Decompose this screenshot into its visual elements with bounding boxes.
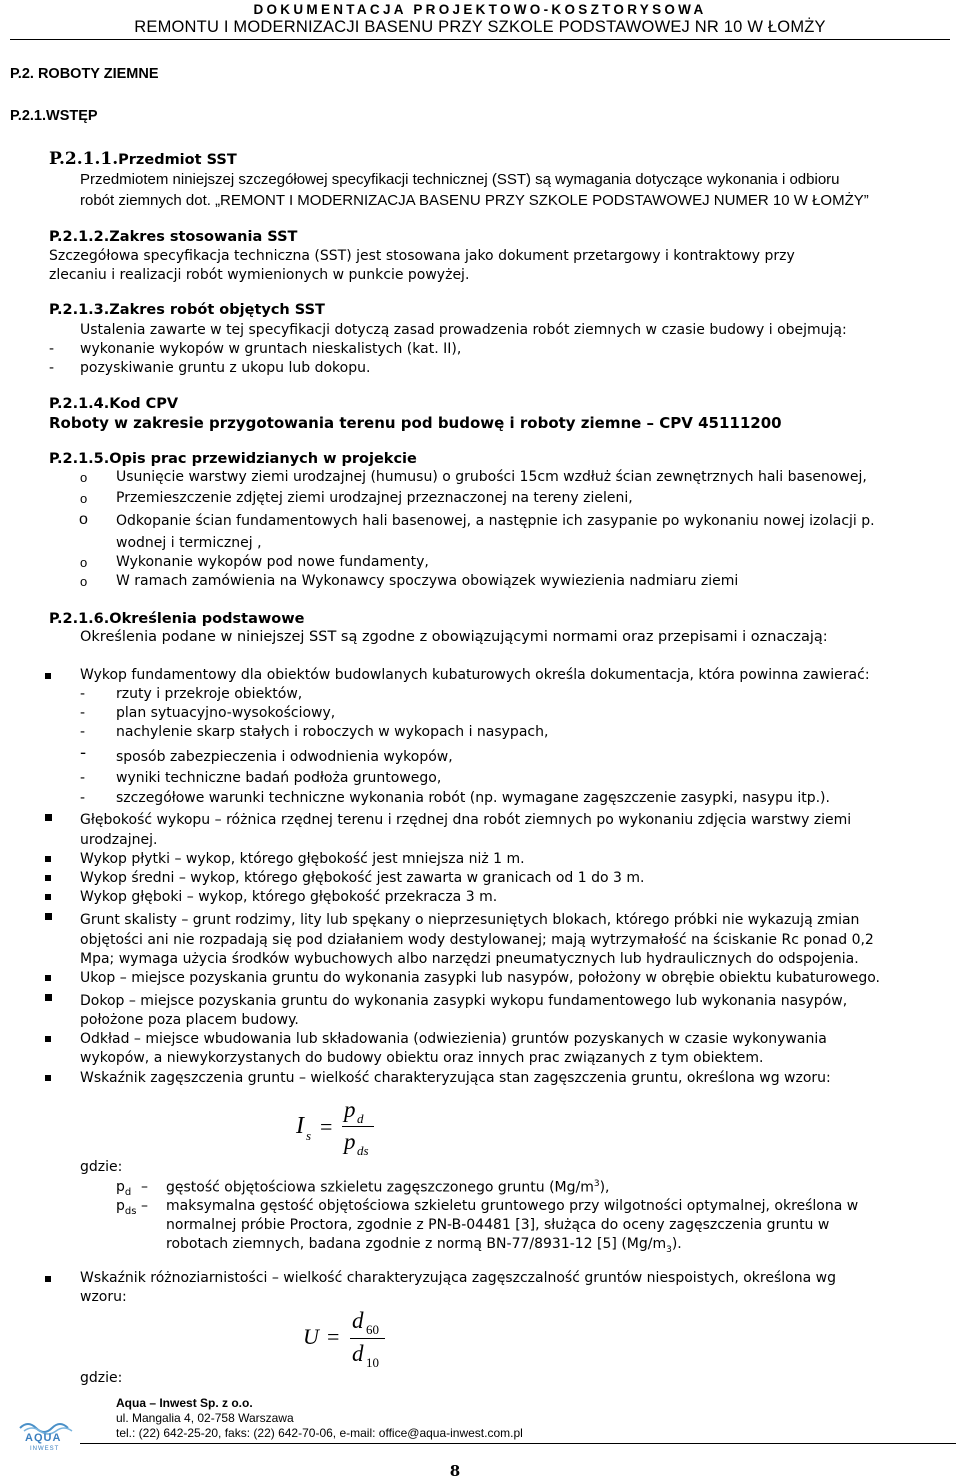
formula-lhs: I [296, 1113, 304, 1139]
square-bullet-icon [45, 1036, 51, 1042]
heading-number: P.2.1.1. [49, 149, 119, 169]
section-heading-roboty-ziemne: P.2. ROBOTY ZIEMNE [10, 66, 159, 82]
formula-equals: = [327, 1324, 340, 1349]
circle-bullet-icon: o [79, 511, 88, 528]
circle-bullet-icon: o [80, 470, 88, 485]
formula-fraction-bar [350, 1338, 385, 1339]
zakres-robot-intro: Ustalenia zawarte w tej specyfikacji dotyczą zasad prowadzenia robót ziemnych w czasie budowy i obejmują: [80, 322, 847, 338]
circle-bullet-icon: o [80, 555, 88, 570]
list-item: Przemieszczenie zdjętej ziemi urodzajnej przeznaczonej na tereny zieleni, [116, 490, 633, 506]
dash-marker: - [80, 705, 86, 721]
square-bullet-icon [45, 1075, 51, 1081]
header-divider [10, 39, 950, 40]
dash-marker: - [80, 724, 86, 740]
dash-marker: - [80, 743, 87, 763]
superscript: 3 [593, 1179, 600, 1189]
definition-wykop-sredni: Wykop średni – wykop, którego głębokość jest zawarta w granicach od 1 do 3 m. [80, 870, 645, 886]
logo-text: AQUA [25, 1432, 62, 1444]
kod-cpv-text: Roboty w zakresie przygotowania terenu pod budowę i roboty ziemne – CPV 45111200 [49, 414, 782, 432]
formula-equals: = [320, 1114, 333, 1139]
definition-pds-cont: normalnej próbie Proctora, zgodnie z PN-B-04481 [3], służąca do oceny zagęszczenia gruntu w [166, 1217, 830, 1233]
symbol-subscript: ds [124, 1205, 137, 1217]
dash-marker: - [80, 770, 86, 786]
footer-contact: tel.: (22) 642-25-20, faks: (22) 642-70-06, e-mail: office@aqua-inwest.com.pl [116, 1426, 523, 1440]
footer-address: ul. Mangalia 4, 02-758 Warszawa [116, 1411, 294, 1425]
formula-lhs-subscript: s [306, 1128, 312, 1143]
document-header-title: DOKUMENTACJA PROJEKTOWO-KOSZTORYSOWA [253, 2, 707, 17]
formula-denominator: d [352, 1341, 364, 1366]
okreslenia-intro: Określenia podane w niniejszej SST są zgodne z obowiązującymi normami oraz przepisami i oznaczają: [80, 629, 828, 645]
square-bullet-icon [45, 875, 51, 881]
definition-wskaznik-zageszczenia: Wskaźnik zagęszczenia gruntu – wielkość charakteryzująca stan zagęszczenia gruntu, określona wg wzoru: [80, 1070, 831, 1086]
circle-bullet-icon: o [80, 574, 88, 589]
definition-end: ). [671, 1236, 682, 1252]
square-bullet-icon [45, 673, 51, 679]
definition-glebokosc-cont: urodzajnej. [80, 832, 158, 848]
heading-kod-cpv: P.2.1.4.Kod CPV [49, 396, 179, 412]
page-number: 8 [449, 1462, 461, 1480]
definition-wskaznik-roznoziarnistosci-cont: wzoru: [80, 1289, 127, 1305]
list-item: Odkopanie ścian fundamentowych hali basenowej, a następnie ich zasypanie po wykonaniu nowej izolacji p. [116, 513, 875, 529]
square-bullet-icon [45, 894, 51, 900]
gdzie-label: gdzie: [80, 1370, 123, 1386]
definition-grunt-skalisty-cont: Mpa; wymaga użycia środków wybuchowych albo narzędzi pneumatycznych lub hydraulicznych do odspojenia. [80, 951, 859, 967]
dash-marker: - [80, 686, 86, 702]
gdzie-label: gdzie: [80, 1159, 123, 1175]
symbol: p [116, 1198, 125, 1214]
heading-text: Przedmiot SST [118, 152, 237, 168]
footer-company: Aqua – Inwest Sp. z o.o. [116, 1396, 253, 1410]
list-item: Usunięcie warstwy ziemi urodzajnej (humusu) o grubości 15cm wzdłuż ścian zewnętrznych hali basenowej, [116, 469, 867, 485]
symbol-pds [116, 1198, 136, 1217]
definition-dash: – [141, 1198, 148, 1214]
zakres-stosowania-line-2: zlecaniu i realizacji robót wymienionych w punkcie powyżej. [49, 267, 470, 283]
symbol: p [116, 1179, 125, 1195]
heading-zakres-robot: P.2.1.3.Zakres robót objętych SST [49, 302, 325, 318]
definition-pds-cont [166, 1236, 682, 1255]
formula-lhs: U [303, 1324, 319, 1349]
definition-odklad-cont: wykopów, a niewykorzystanych do budowy obiektu oraz innych prac związanych z tym obiektem. [80, 1050, 764, 1066]
definition-dokop: Dokop – miejsce pozyskania gruntu do wykonania zasypki wykopu fundamentowego lub wykonania nasypów, [80, 993, 848, 1009]
subscript: 3 [666, 1244, 672, 1255]
heading-okreslenia: P.2.1.6.Określenia podstawowe [49, 611, 305, 627]
definition-grunt-skalisty: Grunt skalisty – grunt rodzimy, lity lub spękany o nieprzesuniętych blokach, którego próbki nie wykazują zmian [80, 912, 860, 928]
zakres-stosowania-line-1: Szczegółowa specyfikacja techniczna (SST) jest stosowana jako dokument przetargowy i kontraktowy przy [49, 248, 795, 264]
formula-denominator: p [344, 1129, 356, 1154]
list-item: wyniki techniczne badań podłoża gruntowego, [116, 770, 442, 786]
square-bullet-icon [45, 1276, 51, 1282]
list-item-continuation: wodnej i termicznej , [116, 535, 262, 551]
document-header-subtitle: REMONTU I MODERNIZACJI BASENU PRZY SZKOLE PODSTAWOWEJ NR 10 W ŁOMŻY [134, 18, 826, 36]
square-bullet-icon [45, 994, 52, 1001]
definition-pd [166, 1179, 610, 1196]
list-item: sposób zabezpieczenia i odwodnienia wykopów, [116, 749, 453, 765]
dash-marker: - [80, 790, 86, 806]
definition-wykop-gleboki: Wykop głęboki – wykop, którego głębokość przekracza 3 m. [80, 889, 498, 905]
dash-marker: - [49, 341, 55, 357]
definition-ukop: Ukop – miejsce pozyskania gruntu do wykonania zasypki lub nasypów, położony w obrębie obiektu kubaturowego. [80, 970, 881, 986]
definition-glebokosc: Głębokość wykopu – różnica rzędnej terenu i rzędnej dna robót ziemnych po wykonaniu zdjęcia warstwy ziemi [80, 812, 852, 828]
formula-denominator-subscript: ds [357, 1143, 369, 1158]
circle-bullet-icon: o [80, 491, 88, 506]
heading-opis-prac: P.2.1.5.Opis prac przewidzianych w projekcie [49, 451, 417, 467]
przedmiot-line-1: Przedmiotem niniejszej szczegółowej specyfikacji technicznej (SST) są wymagania dotyczące wykonania i odbioru [80, 171, 840, 188]
formula-fraction-bar [342, 1126, 374, 1127]
square-bullet-icon [45, 975, 51, 981]
formula-numerator-subscript: d [357, 1111, 364, 1126]
definition-wskaznik-roznoziarnistosci: Wskaźnik różnoziarnistości – wielkość charakteryzująca zagęszczalność gruntów niespoistych, określona wg [80, 1270, 836, 1286]
definition-dash: – [141, 1179, 148, 1195]
logo-subtext: INWEST [30, 1446, 60, 1452]
definition-pds: maksymalna gęstość objętościowa szkieletu gruntowego przy wilgotności optymalnej, określona w [166, 1198, 859, 1214]
square-bullet-icon [45, 856, 51, 862]
square-bullet-icon [45, 913, 52, 920]
definition-wykop-plytki: Wykop płytki – wykop, którego głębokość jest mniejsza niż 1 m. [80, 851, 525, 867]
definition-grunt-skalisty-cont: objętości ani nie rozpadają się pod działaniem wody destylowanej; mają wytrzymałość na ściskanie Rc ponad 0,2 [80, 932, 874, 948]
list-item: rzuty i przekroje obiektów, [116, 686, 303, 702]
symbol-pd [116, 1179, 131, 1198]
list-item: szczegółowe warunki techniczne wykonania robót (np. wymagane zagęszczenie zasypki, nasypu itp.). [116, 790, 830, 806]
definition-text: gęstość objętościowa szkieletu zagęszczonego gruntu (Mg/m [166, 1179, 594, 1196]
square-bullet-icon [45, 814, 52, 821]
list-item: pozyskiwanie gruntu z ukopu lub dokopu. [80, 360, 371, 376]
formula-numerator: d [352, 1308, 364, 1333]
section-heading-wstep: P.2.1.WSTĘP [10, 108, 98, 124]
footer-divider [80, 1443, 956, 1444]
formula-denominator-subscript: 10 [366, 1355, 379, 1370]
symbol-subscript: d [124, 1186, 132, 1198]
list-item: Wykonanie wykopów pod nowe fundamenty, [116, 554, 429, 570]
heading-zakres-stosowania: P.2.1.2.Zakres stosowania SST [49, 229, 298, 245]
definition-odklad: Odkład – miejsce wbudowania lub składowania (odwiezienia) gruntów pozyskanych w czasie wykonywania [80, 1031, 827, 1047]
definition-dokop-cont: położone poza placem budowy. [80, 1012, 299, 1028]
list-item: wykonanie wykopów w gruntach nieskalistych (kat. II), [80, 341, 462, 357]
przedmiot-line-2: robót ziemnych dot. „REMONT I MODERNIZACJA BASENU PRZY SZKOLE PODSTAWOWEJ NUMER 10 W ŁOMŻY” [80, 192, 869, 209]
list-item: W ramach zamówienia na Wykonawcy spoczywa obowiązek wywiezienia nadmiaru ziemi [116, 573, 739, 589]
formula-numerator: p [344, 1097, 356, 1122]
formula-numerator-subscript: 60 [366, 1322, 379, 1337]
heading-przedmiot-sst [49, 149, 237, 169]
definition-text: robotach ziemnych, badana zgodnie z normą BN-77/8931-12 [5] (Mg/m [166, 1236, 667, 1252]
list-item: plan sytuacyjno-wysokościowy, [116, 705, 336, 721]
list-item: nachylenie skarp stałych i roboczych w wykopach i nasypach, [116, 724, 549, 740]
definition-wykop-fundamentowy: Wykop fundamentowy dla obiektów budowlanych kubaturowych określa dokumentacja, która powinna zawierać: [80, 667, 870, 683]
definition-end: ), [599, 1179, 610, 1196]
dash-marker: - [49, 360, 55, 376]
